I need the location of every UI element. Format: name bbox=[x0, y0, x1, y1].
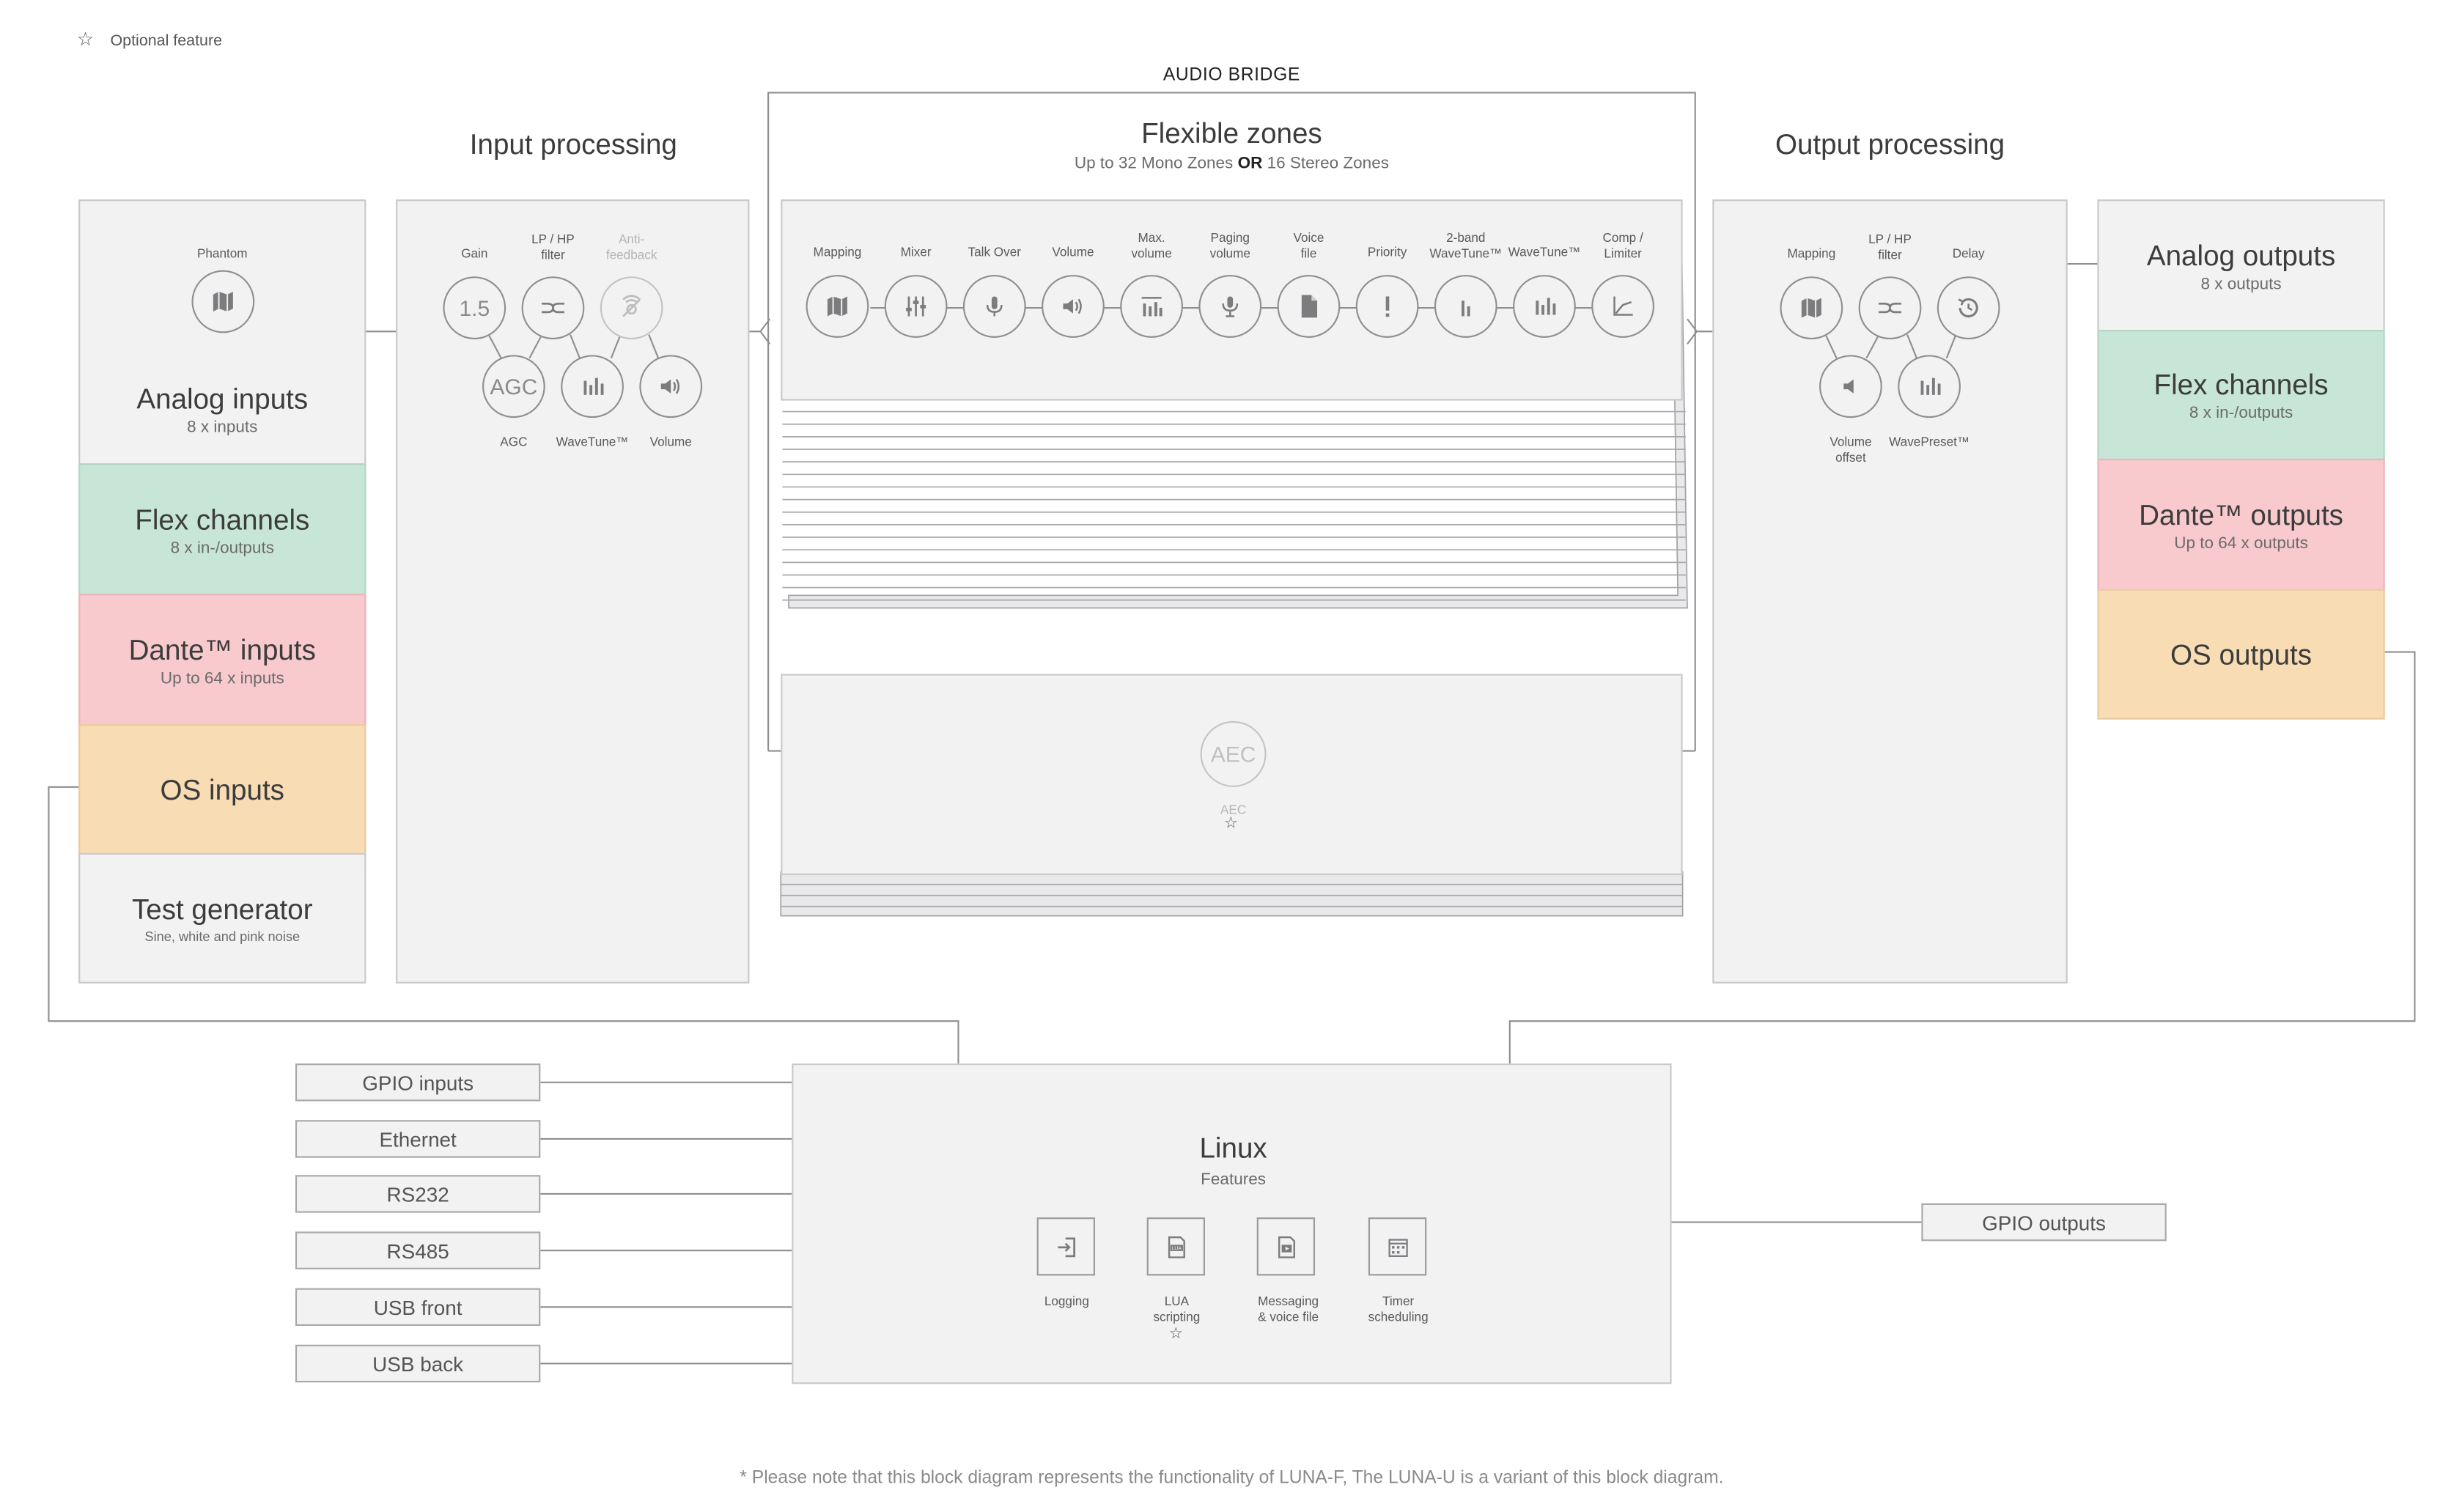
phantom-node[interactable] bbox=[191, 270, 254, 333]
flex-channels-title: Flex channels bbox=[135, 503, 310, 535]
zone-max-volume-node[interactable] bbox=[1120, 275, 1183, 338]
media-file-icon bbox=[1273, 1234, 1298, 1259]
os-inputs-block[interactable] bbox=[78, 724, 366, 855]
usb-back-port[interactable]: USB back bbox=[295, 1345, 540, 1382]
flex-channels-subtitle: 8 x in-/outputs bbox=[170, 538, 274, 557]
zone-compressor-label: Comp / Limiter bbox=[1602, 231, 1643, 260]
flex-channels-out-title: Flex channels bbox=[2153, 369, 2329, 401]
phantom-label: Phantom bbox=[196, 246, 248, 261]
anti-feedback-node[interactable] bbox=[600, 276, 663, 339]
agc-label: AGC bbox=[500, 435, 528, 450]
star-outline-icon: ☆ bbox=[77, 28, 95, 51]
zone-two-band-eq-node[interactable] bbox=[1434, 275, 1497, 338]
os-outputs-block[interactable] bbox=[2097, 589, 2384, 720]
equalizer-icon bbox=[1530, 292, 1559, 321]
speaker-small-icon bbox=[1837, 372, 1865, 401]
volume-node[interactable] bbox=[639, 355, 702, 418]
speaker-icon bbox=[1059, 292, 1088, 321]
legend bbox=[77, 25, 222, 54]
compressor-icon bbox=[1609, 292, 1637, 321]
speaker-icon bbox=[657, 372, 685, 401]
lua-file-icon bbox=[1163, 1234, 1188, 1259]
gain-label: Gain bbox=[461, 246, 488, 261]
zone-equalizer-label: WaveTune™ bbox=[1508, 245, 1581, 259]
lua-scripting-feature[interactable] bbox=[1147, 1217, 1205, 1275]
zone-exclamation-node[interactable] bbox=[1356, 275, 1419, 338]
filter-icon bbox=[1876, 294, 1904, 322]
calendar-icon bbox=[1385, 1234, 1410, 1259]
gpio-outputs-port[interactable]: GPIO outputs bbox=[1921, 1203, 2166, 1241]
linux-panel[interactable] bbox=[792, 1063, 1671, 1384]
analog-inputs-subtitle: 8 x inputs bbox=[187, 418, 258, 437]
dante-inputs-subtitle: Up to 64 x inputs bbox=[160, 668, 284, 687]
flexible-zones-subtitle bbox=[781, 154, 1682, 173]
out-delay-label: Delay bbox=[1952, 246, 1985, 261]
input-processing-panel bbox=[396, 199, 749, 984]
logging-feature[interactable] bbox=[1037, 1217, 1095, 1275]
map-icon bbox=[1797, 294, 1826, 322]
aec-value: AEC bbox=[1210, 741, 1256, 767]
rs232-port[interactable]: RS232 bbox=[295, 1175, 540, 1212]
zone-microphone-node[interactable] bbox=[963, 275, 1026, 338]
gain-node[interactable] bbox=[443, 276, 506, 339]
zone-map-node[interactable] bbox=[806, 275, 869, 338]
two-band-eq-icon bbox=[1452, 292, 1481, 321]
map-icon bbox=[823, 292, 852, 321]
gpio-inputs-port[interactable]: GPIO inputs bbox=[295, 1063, 540, 1101]
zone-paging-mic-label: Paging volume bbox=[1209, 231, 1250, 260]
ethernet-port[interactable]: Ethernet bbox=[295, 1120, 540, 1157]
map-icon bbox=[208, 287, 237, 316]
zone-max-volume-label: Max. volume bbox=[1131, 231, 1172, 260]
dante-inputs-title: Dante™ inputs bbox=[128, 633, 316, 665]
zone-paging-mic-node[interactable] bbox=[1198, 275, 1261, 338]
dante-inputs-block[interactable] bbox=[78, 594, 366, 726]
usb-front-port[interactable]: USB front bbox=[295, 1288, 540, 1326]
aec-panel bbox=[781, 674, 1682, 875]
zone-file-label: Voice file bbox=[1293, 231, 1324, 260]
wavepreset-label: WavePreset™ bbox=[1889, 435, 1970, 450]
zone-file-node[interactable] bbox=[1278, 275, 1341, 338]
zone-equalizer-node[interactable] bbox=[1513, 275, 1576, 338]
input-processing-title: Input processing bbox=[469, 128, 677, 161]
out-filter-node[interactable] bbox=[1859, 276, 1922, 339]
out-delay-node[interactable] bbox=[1937, 276, 2000, 339]
out-mapping-node[interactable] bbox=[1780, 276, 1843, 339]
out-mapping-label: Mapping bbox=[1787, 246, 1836, 261]
aec-node[interactable] bbox=[1201, 721, 1267, 787]
output-processing-panel bbox=[1712, 199, 2067, 984]
logging-label: Logging bbox=[1044, 1294, 1089, 1309]
exclamation-icon bbox=[1373, 292, 1401, 321]
max-volume-icon bbox=[1138, 292, 1166, 321]
equalizer-icon bbox=[578, 372, 607, 401]
analog-outputs-subtitle: 8 x outputs bbox=[2200, 274, 2282, 293]
filter-icon bbox=[539, 294, 567, 322]
analog-outputs-title: Analog outputs bbox=[2146, 239, 2336, 271]
equalizer-icon bbox=[1915, 372, 1944, 401]
zones-subtitle-post: 16 Stereo Zones bbox=[1262, 154, 1389, 173]
wavetune-node[interactable] bbox=[561, 355, 624, 418]
zone-compressor-node[interactable] bbox=[1591, 275, 1654, 338]
dante-outputs-block[interactable] bbox=[2097, 459, 2384, 591]
analog-inputs-title: Analog inputs bbox=[136, 383, 309, 415]
lua-optional-star-icon: ☆ bbox=[1168, 1326, 1183, 1343]
volume-offset-node[interactable] bbox=[1819, 355, 1882, 418]
messaging-label: Messaging & voice file bbox=[1258, 1294, 1319, 1324]
anti-feedback-label: Anti- feedback bbox=[605, 232, 657, 262]
file-icon bbox=[1294, 292, 1323, 321]
os-outputs-title: OS outputs bbox=[2170, 638, 2313, 671]
wavetune-label: WaveTune™ bbox=[556, 435, 629, 450]
messaging-voice-file-feature[interactable] bbox=[1257, 1217, 1315, 1275]
timer-label: Timer scheduling bbox=[1368, 1294, 1429, 1324]
wavepreset-node[interactable] bbox=[1898, 355, 1961, 418]
test-generator-block[interactable] bbox=[78, 853, 366, 984]
gain-value: 1.5 bbox=[459, 295, 490, 321]
test-generator-title: Test generator bbox=[131, 893, 313, 926]
zone-node-chain bbox=[781, 199, 1682, 400]
zone-speaker-label: Volume bbox=[1052, 245, 1094, 259]
anti-feedback-icon bbox=[617, 294, 646, 322]
zone-speaker-node[interactable] bbox=[1042, 275, 1105, 338]
aec-optional-star-icon: ☆ bbox=[1223, 815, 1238, 833]
zones-subtitle-or: OR bbox=[1237, 154, 1263, 173]
aec-label: AEC bbox=[1220, 803, 1247, 817]
flexible-zones-title: Flexible zones bbox=[1141, 117, 1322, 150]
zone-exclamation-label: Priority bbox=[1367, 245, 1407, 259]
footnote: * Please note that this block diagram represents the functionality of LUNA-F, The LUNA-U is a variant of this block diagram. bbox=[740, 1469, 1724, 1488]
test-generator-subtitle: Sine, white and pink noise bbox=[144, 928, 301, 945]
zone-mixer-node[interactable] bbox=[885, 275, 948, 338]
out-filter-label: LP / HP filter bbox=[1868, 232, 1912, 262]
dante-outputs-title: Dante™ outputs bbox=[2139, 498, 2343, 531]
audio-bridge-title: AUDIO BRIDGE bbox=[1162, 66, 1300, 85]
zone-microphone-label: Talk Over bbox=[968, 245, 1021, 259]
svg-text:LUA: LUA bbox=[1171, 1244, 1181, 1251]
linux-title: Linux bbox=[1199, 1132, 1267, 1165]
flex-channels-input-block[interactable] bbox=[78, 463, 366, 595]
agc-value: AGC bbox=[490, 374, 538, 399]
mixer-icon bbox=[902, 292, 930, 321]
rs485-port[interactable]: RS485 bbox=[295, 1231, 540, 1269]
os-inputs-title: OS inputs bbox=[160, 773, 284, 805]
zones-subtitle-pre: Up to 32 Mono Zones bbox=[1074, 154, 1238, 173]
output-processing-title: Output processing bbox=[1775, 128, 2005, 161]
microphone-icon bbox=[980, 292, 1009, 321]
flex-channels-out-subtitle: 8 x in-/outputs bbox=[2189, 403, 2293, 423]
analog-inputs-block[interactable] bbox=[78, 199, 366, 465]
dante-outputs-subtitle: Up to 64 x outputs bbox=[2174, 533, 2308, 553]
delay-clock-icon bbox=[1954, 294, 1983, 322]
legend-text: Optional feature bbox=[110, 33, 223, 51]
zone-map-label: Mapping bbox=[813, 245, 862, 259]
lp-hp-filter-node[interactable] bbox=[522, 276, 585, 339]
timer-scheduling-feature[interactable] bbox=[1368, 1217, 1426, 1275]
zone-two-band-eq-label: 2-band WaveTune™ bbox=[1429, 231, 1503, 260]
zone-mixer-label: Mixer bbox=[900, 245, 932, 259]
linux-subtitle: Features bbox=[1201, 1170, 1266, 1190]
analog-outputs-block[interactable] bbox=[2097, 199, 2384, 331]
login-icon bbox=[1053, 1234, 1078, 1259]
agc-node[interactable] bbox=[482, 355, 545, 418]
lp-hp-filter-label: LP / HP filter bbox=[531, 232, 575, 262]
volume-label: Volume bbox=[649, 435, 692, 450]
lua-scripting-label: LUA scripting bbox=[1153, 1294, 1201, 1324]
paging-mic-icon bbox=[1216, 292, 1245, 321]
volume-offset-label: Volume offset bbox=[1830, 435, 1872, 465]
flex-channels-output-block[interactable] bbox=[2097, 330, 2384, 460]
